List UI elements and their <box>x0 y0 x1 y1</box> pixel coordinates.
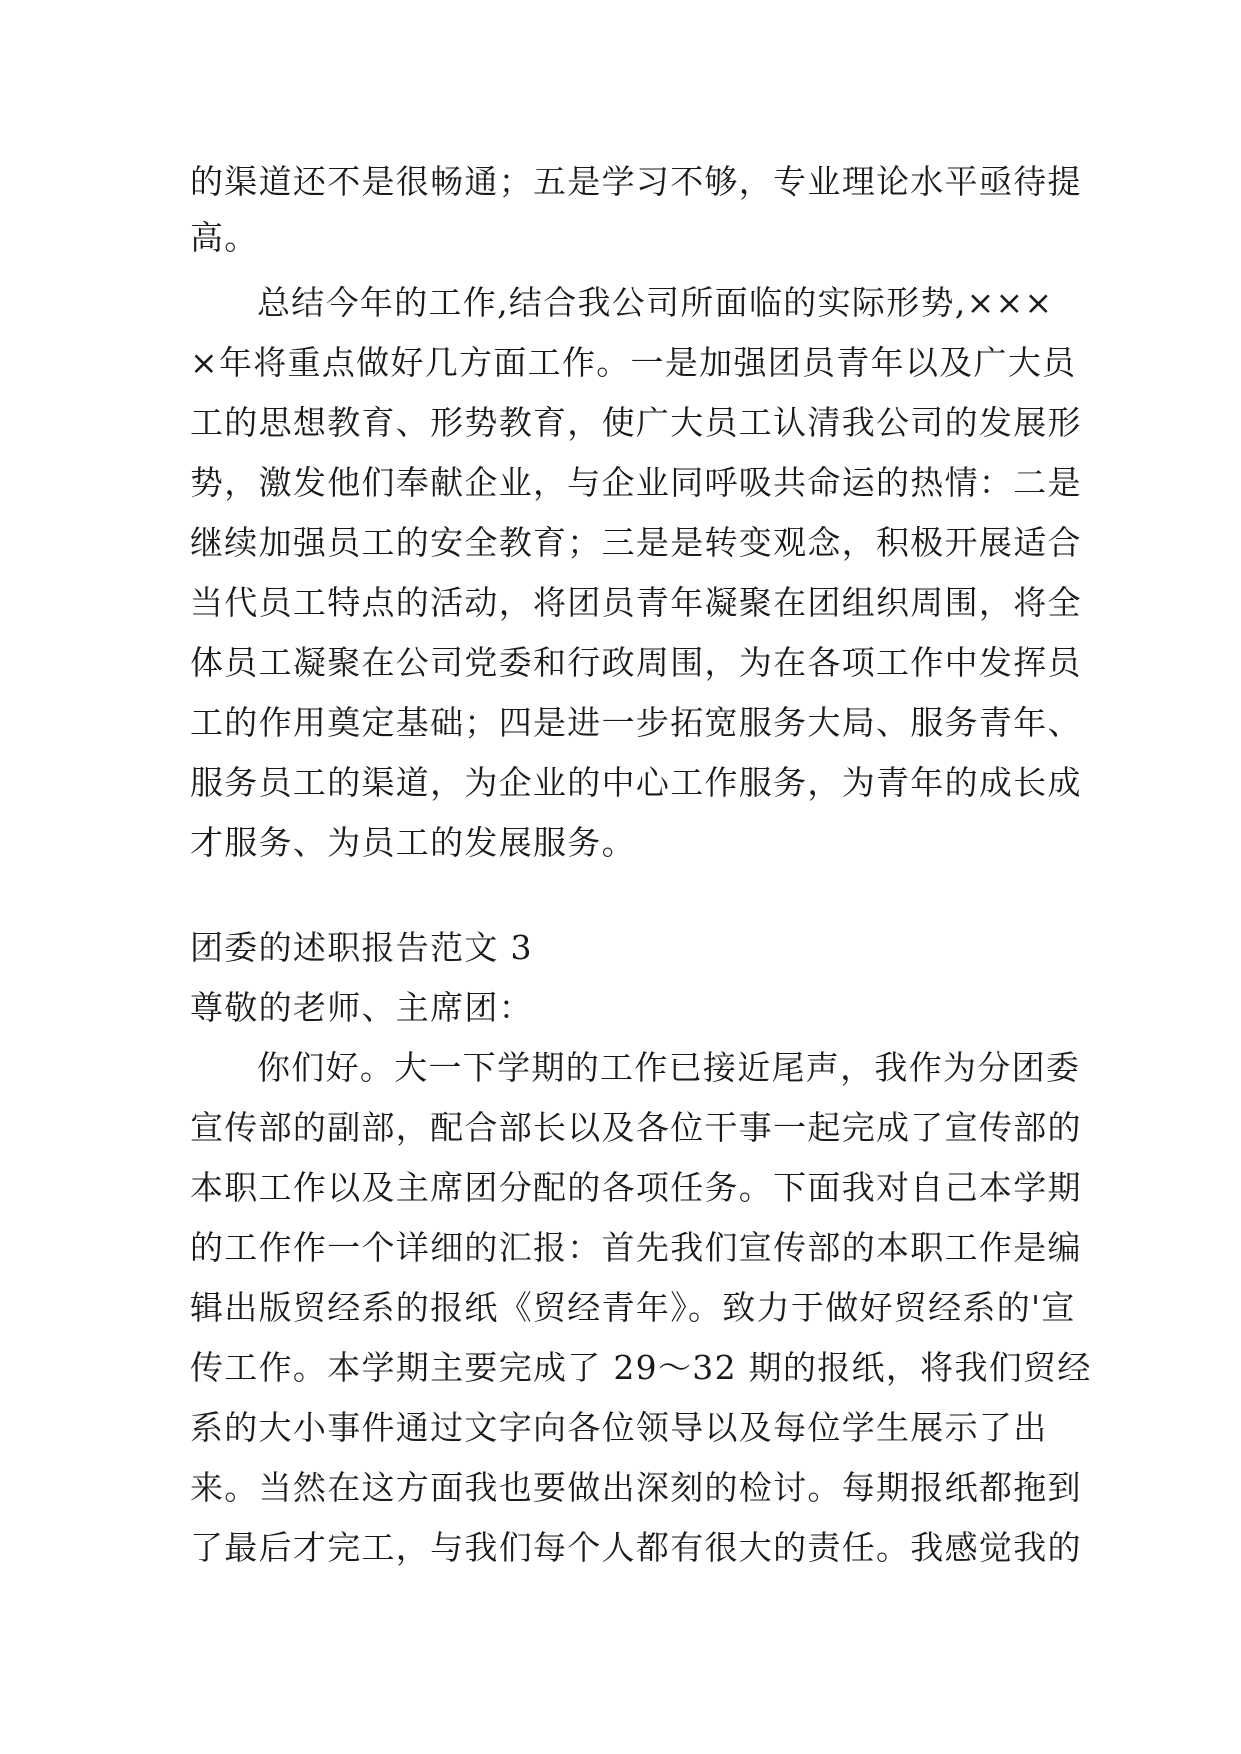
paragraph-line: 工的作用奠定基础；四是进一步拓宽服务大局、服务青年、 <box>190 703 1082 742</box>
paragraph-line: 势，激发他们奉献企业，与企业同呼吸共命运的热情：二是 <box>190 463 1082 502</box>
paragraph-line: 系的大小事件通过文字向各位领导以及每位学生展示了出 <box>190 1408 1048 1447</box>
paragraph-line: 来。当然在这方面我也要做出深刻的检讨。每期报纸都拖到 <box>190 1468 1082 1507</box>
paragraph-line: 你们好。大一下学期的工作已接近尾声，我作为分团委 <box>257 1048 1081 1087</box>
paragraph-line: 才服务、为员工的发展服务。 <box>190 823 636 862</box>
paragraph-line: 了最后才完工，与我们每个人都有很大的责任。我感觉我的 <box>190 1528 1082 1567</box>
paragraph-line: 继续加强员工的安全教育；三是是转变观念，积极开展适合 <box>190 523 1082 562</box>
paragraph-line: 的渠道还不是很畅通；五是学习不够，专业理论水平亟待提 <box>190 162 1082 201</box>
paragraph-line: 当代员工特点的活动，将团员青年凝聚在团组织周围，将全 <box>190 583 1082 622</box>
paragraph-line: 服务员工的渠道，为企业的中心工作服务，为青年的成长成 <box>190 763 1082 802</box>
paragraph-line: 宣传部的副部，配合部长以及各位干事一起完成了宣传部的 <box>190 1108 1082 1147</box>
paragraph-line: 总结今年的工作,结合我公司所面临的实际形势,××× <box>257 283 1054 322</box>
paragraph-line: 高。 <box>190 218 259 257</box>
paragraph-line: 本职工作以及主席团分配的各项任务。下面我对自己本学期 <box>190 1168 1082 1207</box>
paragraph-line: ×年将重点做好几方面工作。一是加强团员青年以及广大员 <box>190 343 1077 382</box>
section-title: 团委的述职报告范文 3 <box>190 928 533 967</box>
paragraph-line: 辑出版贸经系的报纸《贸经青年》。致力于做好贸经系的'宣 <box>190 1288 1076 1327</box>
paragraph-line: 传工作。本学期主要完成了 29～32 期的报纸，将我们贸经 <box>190 1348 1092 1387</box>
paragraph-line: 体员工凝聚在公司党委和行政周围，为在各项工作中发挥员 <box>190 643 1082 682</box>
salutation: 尊敬的老师、主席团： <box>190 988 533 1027</box>
paragraph-line: 的工作作一个详细的汇报：首先我们宣传部的本职工作是编 <box>190 1228 1082 1267</box>
paragraph-line: 工的思想教育、形势教育，使广大员工认清我公司的发展形 <box>190 403 1082 442</box>
